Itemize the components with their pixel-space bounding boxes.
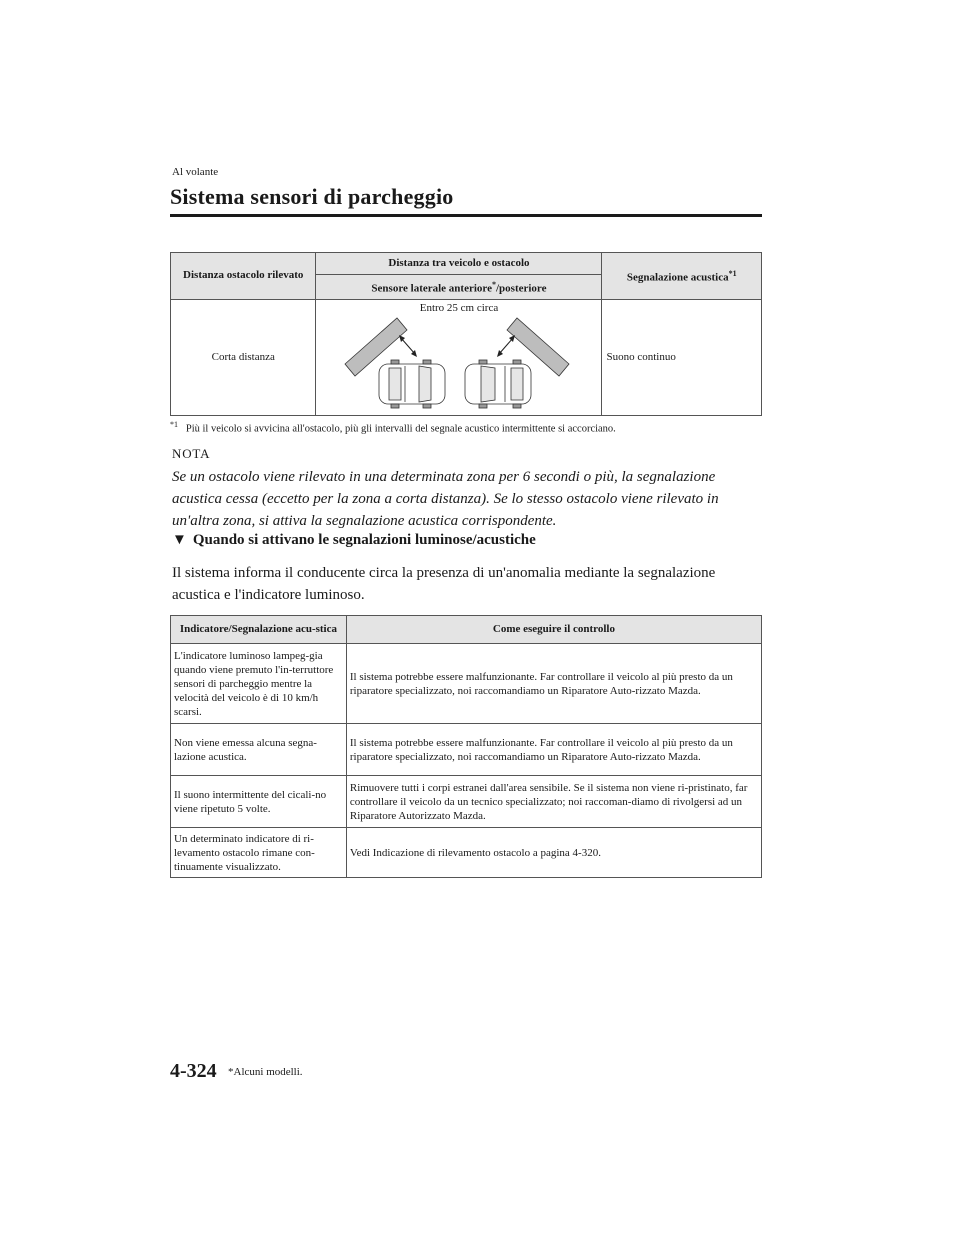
nota-label: NOTA	[172, 446, 211, 461]
footnote: $^{*1}$ Più il veicolo si avvicina all'ostacolo, più gli intervalli del segnale acustico intermittente si accorciano.	[170, 420, 616, 435]
table-row	[171, 644, 762, 724]
header-distance-detected: Distanza ostacolo rilevato	[171, 253, 316, 300]
header-how-to-check: Come eseguire il controllo	[346, 616, 761, 644]
indicator-cell: L'indicatore luminoso lampeg-gia quando viene premuto l'in-terruttore sensori di parcheggio mentre la velocità del veicolo è di 10 km/h scarsi.	[171, 644, 347, 724]
header-acoustic-signal: Segnalazione acustica$^{*1}$	[602, 253, 762, 300]
nota-text: Se un ostacolo viene rilevato in una determinata zona per 6 secondi o più, la segnalazione acustica cessa (eccetto per la zona a corta distanza). Se lo stesso ostacolo viene rilevato in un'altra zona, si attiva la segnalazione acustica corrispondente.	[172, 469, 719, 529]
page-number: 4-324	[170, 1060, 217, 1082]
cell-short-distance: Corta distanza	[171, 299, 316, 415]
header-sensor-type: Sensore laterale anteriore*/posteriore	[316, 275, 602, 300]
distance-signal-table	[170, 252, 762, 416]
car-front-illustration	[379, 360, 445, 408]
page-title: Sistema sensori di parcheggio	[170, 184, 454, 209]
section-intro: Il sistema informa il conducente circa la presenza di un'anomalia mediante la segnalazione acustica e l'indicatore luminoso.	[172, 565, 716, 603]
cell-diagram	[316, 299, 602, 415]
action-cell: Il sistema potrebbe essere malfunzionante. Far controllare il veicolo al più presto da un riparatore specializzato, noi raccomandiamo un Riparatore Auto-rizzato Mazda.	[346, 724, 761, 776]
range-caption: Entro 25 cm circa	[419, 301, 499, 314]
table-row	[171, 776, 762, 828]
cell-continuous-sound: Suono continuo	[602, 299, 762, 415]
action-cell: Rimuovere tutti i corpi estranei dall'area sensibile. Se il sistema non viene ri-pristinato, far controllare il veicolo da un tecnico specializzato; noi raccoman-diamo di rivolgersi ad un Riparatore Autorizzato Mazda.	[346, 776, 761, 828]
action-cell: Il sistema potrebbe essere malfunzionante. Far controllare il veicolo al più presto da un riparatore specializzato, noi raccomandiamo un Riparatore Auto-rizzato Mazda.	[346, 644, 761, 724]
table-row	[171, 724, 762, 776]
table-row	[171, 828, 762, 878]
indicator-cell: Un determinato indicatore di ri-levamento ostacolo rimane con-tinuamente visualizzato.	[171, 828, 347, 878]
indicator-cell: Il suono intermittente del cicali-no viene ripetuto 5 volte.	[171, 776, 347, 828]
indicator-table	[170, 615, 762, 878]
down-triangle-icon: ▼	[172, 532, 187, 548]
action-cell: Vedi Indicazione di rilevamento ostacolo a pagina 4-320.	[346, 828, 761, 878]
side-sensor-diagram	[319, 314, 599, 410]
section-heading: ▼ Quando si attivano le segnalazioni luminose/acustiche	[172, 532, 536, 548]
header-indicator: Indicatore/Segnalazione acu-stica	[171, 616, 347, 644]
car-rear-illustration	[465, 360, 531, 408]
header-vehicle-obstacle-distance: Distanza tra veicolo e ostacolo	[316, 253, 602, 275]
section-label: Al volante	[172, 166, 219, 178]
title-divider	[170, 214, 762, 217]
footer-note: *Alcuni modelli.	[228, 1066, 303, 1078]
indicator-cell: Non viene emessa alcuna segna-lazione acustica.	[171, 724, 347, 776]
